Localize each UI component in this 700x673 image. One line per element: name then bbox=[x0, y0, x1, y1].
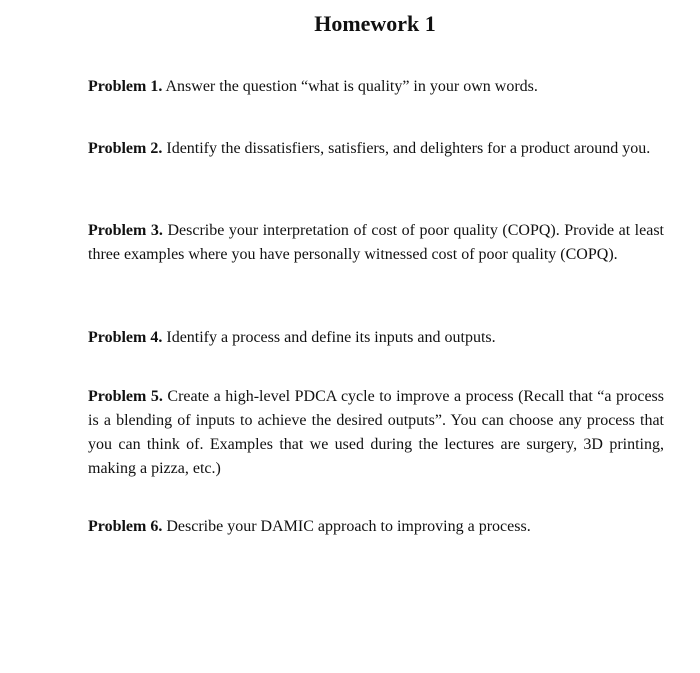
problem-3 bbox=[88, 219, 664, 267]
problem-5-label: Problem 5. bbox=[88, 388, 163, 405]
problem-2-label: Problem 2. bbox=[88, 140, 163, 157]
problem-2 bbox=[88, 137, 664, 161]
problem-3-text: Describe your interpretation of cost of poor quality (COPQ). Provide at least three examples where you have personally witnessed cost of poor quality (COPQ). bbox=[88, 222, 665, 263]
problem-5 bbox=[88, 385, 664, 481]
problem-3-label: Problem 3. bbox=[88, 222, 163, 239]
problem-2-text: Identify the dissatisfiers, satisfiers, and delighters for a product around you. bbox=[166, 140, 651, 157]
problem-6-text: Describe your DAMIC approach to improving a process. bbox=[166, 518, 531, 535]
problem-6-label: Problem 6. bbox=[88, 518, 163, 535]
problem-5-text: Create a high-level PDCA cycle to improve a process (Recall that “a process is a blending of inputs to achieve the desired outputs”. You can choose any process that you can think of. Examples that we used during the lectures are surgery, 3D printing, making a pizza, etc.) bbox=[88, 388, 665, 477]
problem-4-text: Identify a process and define its inputs and outputs. bbox=[166, 329, 496, 346]
problem-1 bbox=[88, 75, 664, 99]
problem-4 bbox=[88, 326, 664, 350]
problem-1-text: Answer the question “what is quality” in your own words. bbox=[165, 78, 538, 95]
problem-6 bbox=[88, 515, 664, 539]
page-title: Homework 1 bbox=[314, 11, 436, 36]
problem-4-label: Problem 4. bbox=[88, 329, 163, 346]
problem-1-label: Problem 1. bbox=[88, 78, 163, 95]
